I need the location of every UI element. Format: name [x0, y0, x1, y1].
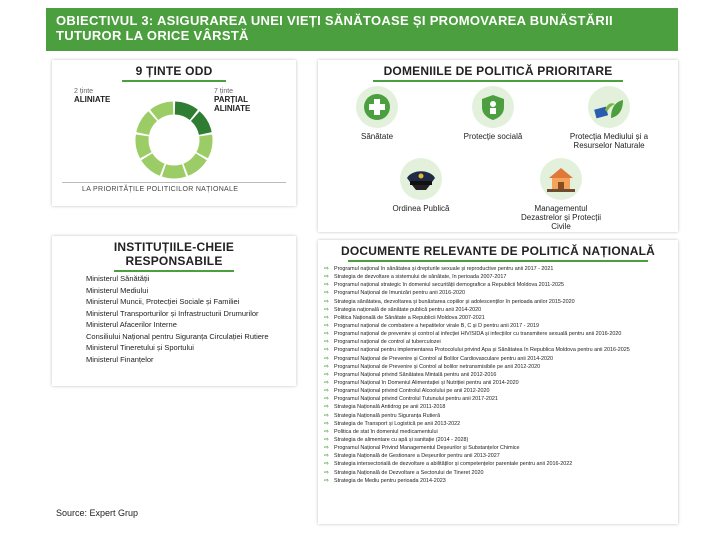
document-title: Programul național în sănătatea și drepturile sexuale și reproductive pentru anii 2017 - 2021 [334, 266, 554, 272]
document-title: Programul Național privind Controlul Tutunului pentru anii 2017-2021 [334, 396, 498, 403]
arrow-bullet-icon: ⇨ [324, 396, 330, 403]
institutions-title-line-2: RESPONSABILE [125, 254, 223, 268]
environment-icon [588, 86, 630, 128]
document-item [324, 421, 668, 427]
document-item [324, 299, 668, 305]
donut-segment-partial [142, 135, 146, 155]
domain-public-order-label: Ordinea Publică [392, 204, 450, 213]
document-item [324, 372, 668, 378]
document-item [324, 315, 668, 321]
donut-segment-partial [143, 116, 153, 133]
partial-text-2: ALINIATE [214, 104, 251, 113]
domains-title: DOMENIILE DE POLITICĂ PRIORITARE [383, 64, 613, 78]
arrow-bullet-icon: ⇨ [324, 290, 330, 297]
donut-segment-partial [154, 108, 173, 115]
document-title: Strategia Națională de Dezvoltare a Sectorului de Tineret 2020 [334, 469, 484, 476]
list-item: Ministerul Tineretului și Sportului [86, 343, 194, 352]
document-title: Politica de stat în domeniul medicamentului [334, 428, 438, 435]
document-item [324, 282, 668, 288]
arrow-bullet-icon: ⇨ [324, 445, 330, 452]
document-item [324, 437, 668, 443]
document-title: Strategia intersectorială de dezvoltare a abilităților și competențelor parentale pentru anii 2016-2022 [334, 461, 573, 468]
arrow-bullet-icon: ⇨ [324, 363, 330, 370]
arrow-bullet-icon: ⇨ [324, 428, 330, 435]
document-item [324, 290, 668, 296]
document-title: Programul național de combatere a hepatitelor virale B, C și D pentru anii 2017 - 2019 [334, 322, 539, 329]
document-item [324, 413, 668, 419]
list-item: Ministerul Mediului [86, 285, 149, 295]
source-note: Source: Expert Grup [56, 508, 139, 518]
donut-segment-partial [202, 135, 206, 155]
list-item: Ministerul Muncii, Protecției Sociale și Familiei [86, 297, 240, 306]
document-item [324, 307, 668, 313]
document-title: Strategia de dezvoltare a sistemului de sănătate, în perioada 2007-2017 [334, 274, 507, 281]
list-item: Ministerul Sănătății [86, 274, 150, 283]
targets-title: 9 ȚINTE ODD [135, 64, 213, 78]
document-item [324, 356, 668, 362]
document-title: Strategia sănătatea, dezvoltarea și bunăstarea copiilor și adolescenților în perioada anilor 2015-2020 [334, 298, 575, 305]
targets-panel [52, 60, 296, 206]
document-item [324, 364, 668, 370]
donut-segment-partial [147, 157, 162, 170]
domain-social [448, 86, 538, 141]
banner-title-line-1: OBIECTIVUL 3: ASIGURAREA UNEI VIEȚI SĂNĂTOASE ȘI PROMOVAREA BUNĂSTĂRII [56, 13, 613, 28]
documents-title-underline [348, 260, 648, 262]
policy-domains-panel [318, 60, 678, 232]
domain-disaster [516, 158, 606, 231]
document-title: Strategia de alimentare cu apă și sanitație (2014 - 2028) [334, 436, 469, 443]
arrow-bullet-icon: ⇨ [324, 355, 330, 362]
partial-text-1: PARȚIAL [214, 95, 249, 104]
partial-count: 7 ținte [214, 88, 234, 95]
arrow-bullet-icon: ⇨ [324, 298, 330, 305]
document-title: Programul Național privind Controlul Alcoolului pe anii 2012-2020 [334, 388, 490, 395]
arrow-bullet-icon: ⇨ [324, 461, 330, 468]
arrow-bullet-icon: ⇨ [324, 436, 330, 443]
banner-title-line-2: TUTUROR LA ORICE VÂRSTĂ [56, 28, 249, 43]
document-title: Strategia de Mediu pentru perioada 2014-2023 [334, 477, 446, 484]
arrow-bullet-icon: ⇨ [324, 266, 330, 272]
document-title: Programul Național de Imunizări pentru anii 2016-2020 [334, 290, 465, 297]
arrow-bullet-icon: ⇨ [324, 371, 330, 378]
arrow-bullet-icon: ⇨ [324, 347, 330, 354]
donut-segment-partial [164, 170, 184, 172]
document-item [324, 323, 668, 329]
document-title: Programul național de control al tuberculozei [334, 339, 441, 346]
document-item [324, 478, 668, 484]
document-item [324, 470, 668, 476]
title-banner [46, 8, 678, 51]
document-item [324, 380, 668, 386]
disaster-house-icon [540, 158, 582, 200]
documents-title: DOCUMENTE RELEVANTE DE POLITICĂ NAȚIONALĂ [341, 244, 655, 258]
institutions-panel [52, 236, 296, 386]
domain-disaster-label: Managementul Dezastrelor și Protecții Civile [520, 204, 602, 231]
arrow-bullet-icon: ⇨ [324, 404, 330, 411]
arrow-bullet-icon: ⇨ [324, 420, 330, 427]
arrow-bullet-icon: ⇨ [324, 274, 330, 281]
document-title: Programul național de prevenire și control al infecției HIV/SIDA și infecțiilor cu transmitere sexuală pentru anii 2016-2020 [334, 331, 622, 338]
police-cap-icon [400, 158, 442, 200]
domain-public-order [376, 158, 466, 213]
document-title: Strategia Națională de Gestionare a Deșeurilor pentru anii 2013-2027 [334, 453, 500, 460]
arrow-bullet-icon: ⇨ [324, 331, 330, 338]
list-item: Ministerul Finanțelor [86, 354, 154, 364]
donut-segment-aligned [175, 108, 194, 115]
list-item: Ministerul Afacerilor Interne [86, 320, 177, 329]
document-title: Strategia Națională pentru Siguranța Rutieră [334, 412, 441, 419]
aligned-text: ALINIATE [74, 95, 111, 104]
list-item: Consiliului Național pentru Siguranța Circulației Rutiere [86, 331, 269, 341]
arrow-bullet-icon: ⇨ [324, 477, 330, 484]
document-item [324, 396, 668, 402]
document-item [324, 429, 668, 435]
domain-environment [564, 86, 654, 150]
institutions-title-line-1: INSTITUȚIILE-CHEIE [113, 240, 235, 254]
document-title: Programul Național de Prevenire și Control al Bolilor Cardiovasculare pentru anii 2014-2020 [334, 355, 554, 362]
arrow-bullet-icon: ⇨ [324, 282, 330, 289]
arrow-bullet-icon: ⇨ [324, 388, 330, 395]
document-item [324, 461, 668, 467]
arrow-bullet-icon: ⇨ [324, 453, 330, 460]
arrow-bullet-icon: ⇨ [324, 306, 330, 313]
document-item [324, 453, 668, 459]
domain-environment-label: Protecția Mediului și a Resurselor Naturale [569, 132, 649, 150]
document-item [324, 445, 668, 451]
institutions-list [86, 274, 269, 366]
document-title: Strategia națională de sănătate publică pentru anii 2014-2020 [334, 306, 482, 313]
arrow-bullet-icon: ⇨ [324, 314, 330, 321]
document-title: Programul Național în Domeniul Alimentației și Nutriției pentru anii 2014-2020 [334, 379, 519, 386]
aligned-label [74, 88, 110, 104]
domain-social-label: Protecție socială [463, 132, 523, 141]
institutions-title-underline [114, 270, 234, 272]
document-title: Strategia Națională Antidrog pe anii 2011-2018 [334, 404, 446, 411]
document-item [324, 339, 668, 345]
document-item [324, 347, 668, 353]
targets-donut-chart [119, 100, 229, 180]
documents-list [324, 266, 668, 486]
document-item [324, 266, 668, 272]
document-title: Programul Național privind Sănătatea Mintală pentru anii 2012-2016 [334, 371, 497, 378]
donut-segment-aligned [195, 116, 205, 133]
document-title: Programul Național de Prevenire și Control al bolilor netransmisibile pe anii 2012-2020 [334, 363, 541, 370]
arrow-bullet-icon: ⇨ [324, 469, 330, 476]
document-title: Programul național pentru implementarea Protocolului privind Apa și Sănătatea în Republica Moldova pentru anii 2016-2025 [334, 347, 630, 354]
aligned-count: 2 ținte [74, 88, 94, 95]
medical-cross-icon [356, 86, 398, 128]
documents-panel [318, 240, 678, 524]
divider [62, 182, 286, 183]
document-item [324, 388, 668, 394]
document-title: Politica Națională de Sănătate a Republicii Moldova 2007-2021 [334, 314, 485, 321]
document-item [324, 331, 668, 337]
list-item: Ministerul Transporturilor și Infrastructurii Drumurilor [86, 308, 259, 318]
arrow-bullet-icon: ⇨ [324, 322, 330, 329]
domains-title-underline [373, 80, 623, 82]
targets-title-underline [122, 80, 226, 82]
document-title: Strategia de Transport și Logistică pe anii 2013-2022 [334, 420, 461, 427]
domain-health [332, 86, 422, 141]
arrow-bullet-icon: ⇨ [324, 339, 330, 346]
document-item [324, 404, 668, 410]
document-title: Programul Național Privind Managementul Deșeurilor și Substanțelor Chimice [334, 445, 520, 452]
donut-segment-partial [186, 157, 201, 170]
targets-footer: LA PRIORITĂȚILE POLITICILOR NAȚIONALE [82, 186, 239, 193]
social-protection-icon [472, 86, 514, 128]
domain-health-label: Sănătate [360, 132, 394, 141]
arrow-bullet-icon: ⇨ [324, 412, 330, 419]
document-item [324, 274, 668, 280]
document-title: Programul național strategic în domeniul securității demografice a Republicii Moldova 2011-2025 [334, 282, 565, 289]
arrow-bullet-icon: ⇨ [324, 379, 330, 386]
